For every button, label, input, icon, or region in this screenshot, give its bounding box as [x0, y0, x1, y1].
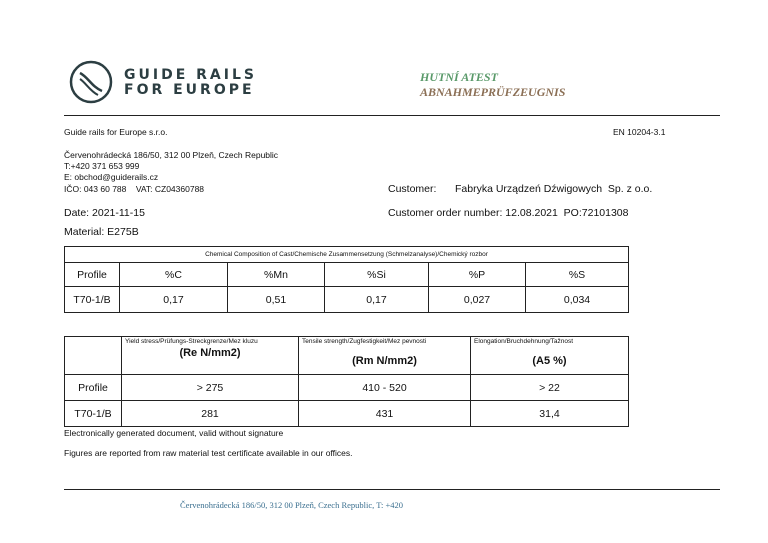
logo-line-2: FOR EUROPE: [124, 82, 255, 98]
company-email: E: obchod@guiderails.cz: [64, 172, 159, 182]
mech-requirement-row: [65, 375, 629, 401]
mech-value-cell: T70-1/B: [65, 401, 122, 427]
date: Date: 2021-11-15: [64, 207, 145, 219]
elongation-unit: (A5 %): [532, 355, 567, 367]
mech-value-row: [65, 401, 629, 427]
mech-req-cell: Profile: [65, 375, 122, 401]
tensile-unit: (Rm N/mm2): [352, 355, 417, 367]
electronic-note: Electronically generated document, valid without signature: [64, 428, 284, 438]
title-cz: HUTNÍ ATEST: [420, 70, 498, 84]
chem-value-cell: 0,17: [325, 287, 429, 313]
tensile-caption: Tensile strength/Zugfestigkeit/Mez pevnosti: [302, 338, 427, 345]
mech-req-cell: > 275: [122, 375, 299, 401]
chem-value-cell: 0,034: [526, 287, 629, 313]
mech-value-cell: 31,4: [471, 401, 629, 427]
chem-value-cell: 0,027: [429, 287, 526, 313]
footer-divider: [64, 489, 720, 490]
title-de: ABNAHMEPRÜFZEUGNIS: [420, 85, 566, 99]
company-address: Červenohrádecká 186/50, 312 00 Plzeň, Czech Republic: [64, 150, 279, 160]
elongation-caption: Elongation/Bruchdehnung/Tažnost: [474, 338, 574, 345]
company-phone: T:+420 371 653 999: [64, 161, 140, 171]
chem-header-cell: Profile: [65, 263, 120, 287]
yield-unit: (Re N/mm2): [179, 347, 241, 359]
chem-value-cell: T70-1/B: [65, 287, 120, 313]
chem-header-row: [65, 263, 629, 287]
company-logo: [68, 59, 116, 107]
chemical-composition-table: [64, 246, 629, 313]
chem-header-cell: %Mn: [228, 263, 325, 287]
figures-note: Figures are reported from raw material test certificate available in our offices.: [64, 448, 353, 458]
guide-rails-logo-icon: [68, 59, 114, 105]
mech-empty-cell: [65, 337, 122, 375]
mech-tensile-header: [299, 337, 471, 375]
chem-value-cell: 0,17: [120, 287, 228, 313]
chem-table-caption: Chemical Composition of Cast/Chemische Zusammensetzung (Schmelzanalyse)/Chemický rozbor: [65, 247, 629, 263]
company-ids: IČO: 043 60 788 VAT: CZ04360788: [64, 184, 205, 194]
mech-value-cell: 281: [122, 401, 299, 427]
logo-line-1: GUIDE RAILS: [124, 67, 257, 83]
yield-caption: Yield stress/Prüfungs-Streckgrenze/Mez kluzu: [125, 338, 258, 345]
footer-address: Červenohrádecká 186/50, 312 00 Plzeň, Czech Republic, T: +420: [180, 500, 404, 510]
header-divider: [64, 115, 720, 116]
customer-order: Customer order number: 12.08.2021 PO:72101308: [388, 207, 629, 219]
chem-value-row: [65, 287, 629, 313]
company-name: Guide rails for Europe s.r.o.: [64, 127, 168, 137]
mech-header-row: [65, 337, 629, 375]
mech-elongation-header: [471, 337, 629, 375]
chem-value-cell: 0,51: [228, 287, 325, 313]
mechanical-properties-table: [64, 336, 629, 427]
chem-header-cell: %P: [429, 263, 526, 287]
chem-header-cell: %Si: [325, 263, 429, 287]
chem-header-cell: %C: [120, 263, 228, 287]
mech-value-cell: 431: [299, 401, 471, 427]
chem-header-cell: %S: [526, 263, 629, 287]
mech-req-cell: 410 - 520: [299, 375, 471, 401]
material: Material: E275B: [64, 226, 139, 238]
customer-name: Fabryka Urządzeń Dźwigowych Sp. z o.o.: [455, 183, 653, 195]
mech-yield-header: [122, 337, 299, 375]
customer-label: Customer:: [388, 183, 437, 195]
standard-label: EN 10204-3.1: [613, 127, 666, 137]
mech-req-cell: > 22: [471, 375, 629, 401]
